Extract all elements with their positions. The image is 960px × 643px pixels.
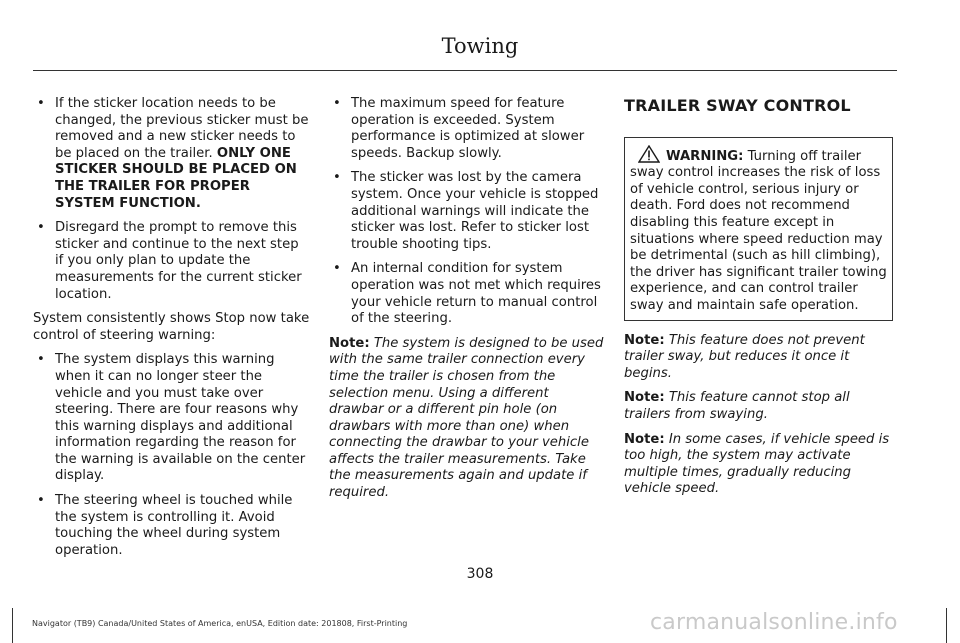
header-rule [33, 70, 897, 71]
list-item [329, 170, 607, 253]
list-item [33, 96, 311, 212]
column-2 [329, 96, 607, 510]
note [624, 390, 894, 423]
note [624, 333, 894, 383]
note-label: Note: [329, 335, 370, 351]
list-item-text: If the sticker location needs to be changed, the previous sticker must be removed and a new sticker needs to be placed on the trailer. [55, 96, 309, 161]
note-label: Note: [624, 390, 665, 406]
note-label: Note: [624, 332, 665, 348]
warning-text: Turning off trailer sway control increases the risk of loss of vehicle control, serious injury or death. Ford does not recommend disabling this feature except in situations where speed reduction may be detrimental (such as hill climbing), the driver has significant trailer towing experience, and can control trailer sway and maintain safe operation. [630, 148, 887, 313]
list-item [329, 261, 607, 327]
warning-label: WARNING: [666, 148, 744, 164]
list-item-emphasis: ONLY ONE STICKER SHOULD BE PLACED ON THE TRAILER FOR PROPER SYSTEM FUNCTION. [55, 145, 297, 211]
bullet-list [33, 96, 311, 303]
column-1 [33, 96, 311, 567]
column-3 [624, 96, 894, 506]
note-label: Note: [624, 431, 665, 447]
note [329, 336, 607, 502]
bullet-list [33, 352, 311, 559]
note-text: The system is designed to be used with the same trailer connection every time the trailer is chosen from the selection menu. Using a different drawbar or a different pin hole (on drawbars with more than one) when connecting the drawbar to your vehicle affects the trailer measurements. Take the measurements again and update if required. [329, 335, 604, 501]
list-item-text: The steering wheel is touched while the system is controlling it. Avoid touching the wheel during system operation. [55, 493, 293, 558]
watermark: carmanualsonline.info [650, 610, 898, 635]
warning-box [624, 137, 893, 321]
bullet-list [329, 96, 607, 328]
note-text: This feature does not prevent trailer sway, but reduces it once it begins. [624, 332, 865, 381]
list-item [33, 352, 311, 485]
list-item-text: The maximum speed for feature operation is exceeded. System performance is optimized at slower speeds. Backup slowly. [351, 96, 585, 161]
list-item-text: An internal condition for system operation was not met which requires your vehicle return to manual control of the steering. [351, 261, 601, 327]
note [624, 432, 894, 498]
section-heading: TRAILER SWAY CONTROL [624, 96, 851, 115]
paragraph: System consistently shows Stop now take control of steering warning: [33, 311, 310, 343]
list-item-text: The system displays this warning when it can no longer steer the vehicle and you must take over steering. There are four reasons why this warning displays and additional information regarding the reason for the warning is available on the center display. [55, 352, 306, 484]
note-text: This feature cannot stop all trailers from swaying. [624, 390, 850, 422]
list-item [33, 220, 311, 303]
warning-triangle-icon [638, 145, 660, 163]
page-number: 308 [466, 566, 494, 582]
crop-mark-right [946, 608, 947, 643]
header-title: Towing [441, 34, 519, 58]
note-text: In some cases, if vehicle speed is too high, the system may activate multiple times, gradually reducing vehicle speed. [624, 431, 890, 497]
crop-mark-left [12, 608, 13, 643]
list-item-text: Disregard the prompt to remove this sticker and continue to the next step if you only plan to update the measurements for the current sticker location. [55, 220, 302, 302]
list-item [33, 493, 311, 559]
list-item-text: The sticker was lost by the camera system. Once your vehicle is stopped additional warnings will indicate the sticker was lost. Refer to sticker lost trouble shooting tips. [351, 170, 599, 252]
publication-info: Navigator (TB9) Canada/United States of America, enUSA, Edition date: 201808, First-Printing [32, 619, 408, 628]
list-item [329, 96, 607, 162]
